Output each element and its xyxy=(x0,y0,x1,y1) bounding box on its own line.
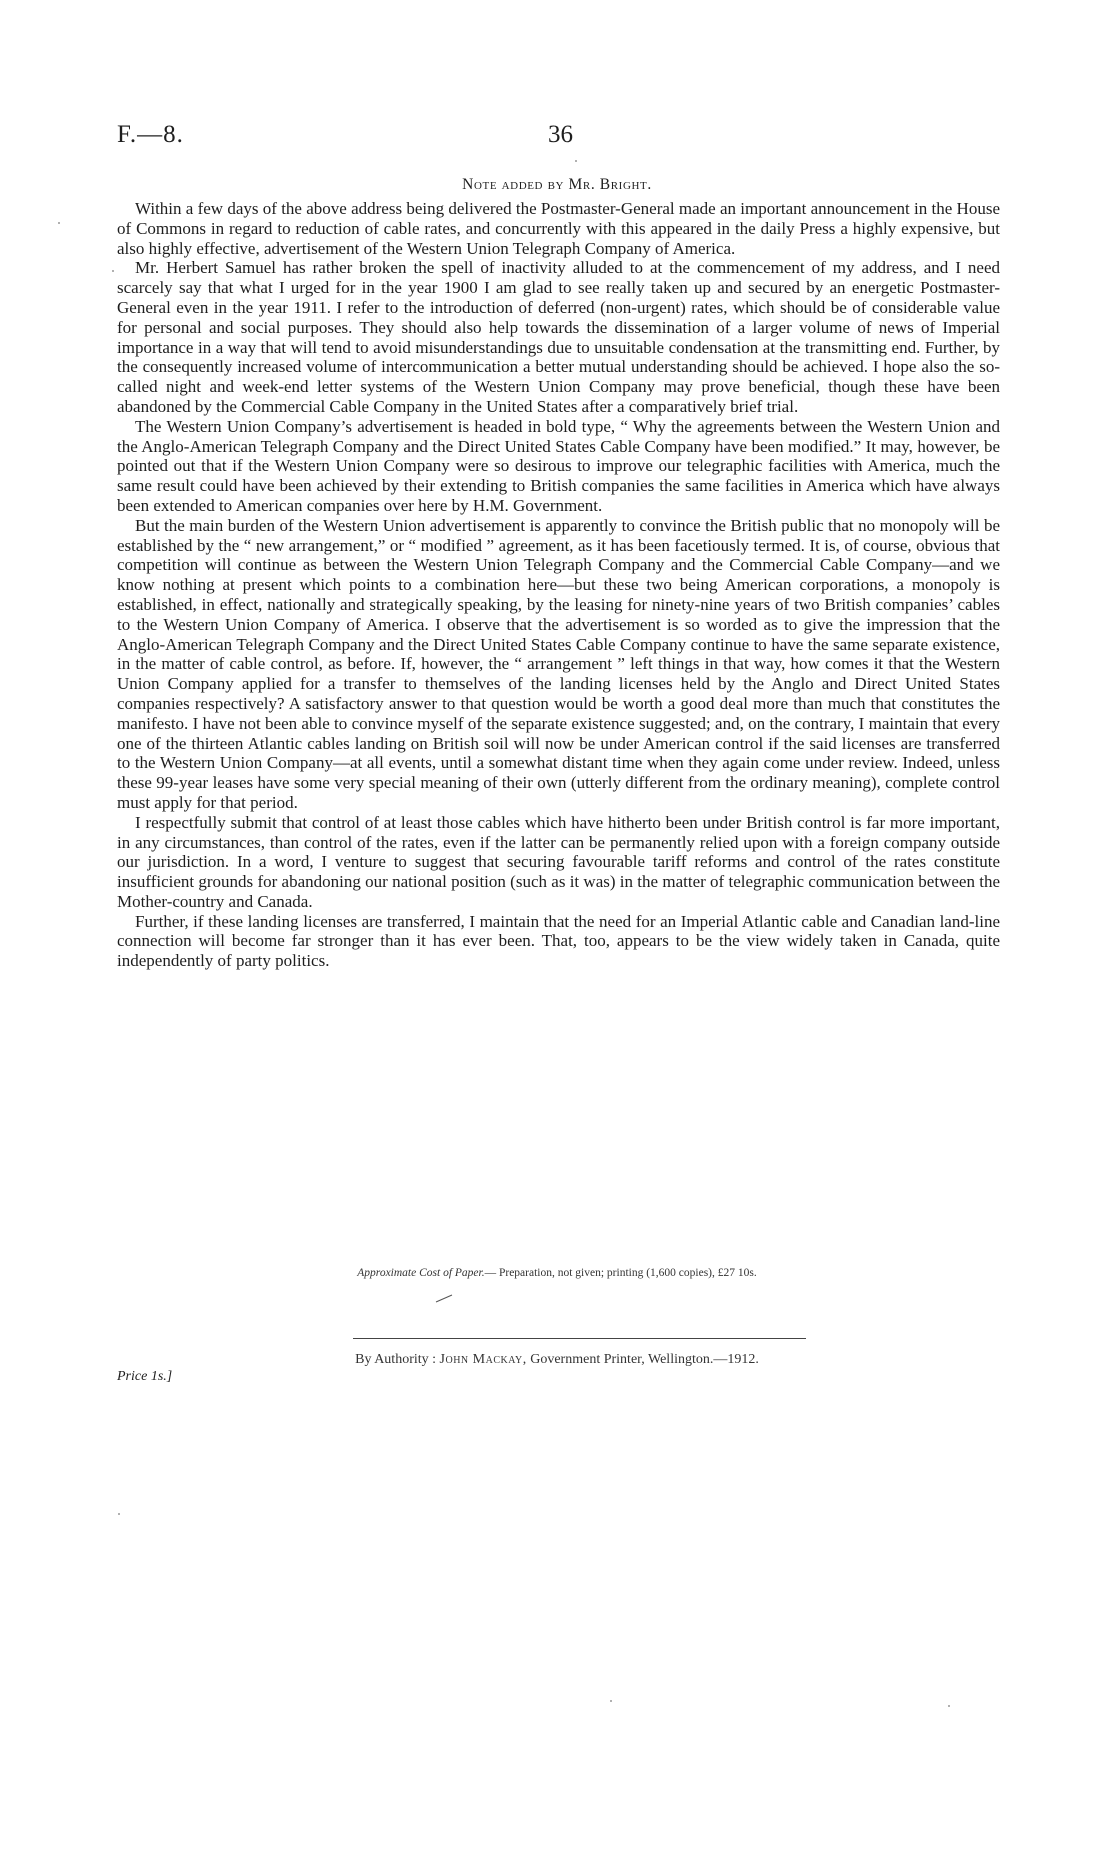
section-heading: Note added by Mr. Bright. xyxy=(462,176,652,193)
paragraph: Further, if these landing licenses are transferred, I maintain that the need for an Imperial Atlantic cable and Canadian land-line connection will become far stronger than it has ever been. That, too, appears to be the view widely taken in Canada, quite independently of party politics. xyxy=(117,911,1000,971)
document-reference: F.—8. xyxy=(117,121,184,148)
paper-speck xyxy=(118,1513,120,1515)
body-text xyxy=(117,199,1000,971)
paper-speck xyxy=(575,160,577,162)
cost-detail: — Preparation, not given; printing (1,600 copies), £27 10s. xyxy=(484,1267,757,1279)
cost-label: Approximate Cost of Paper. xyxy=(357,1267,485,1279)
paragraph: Within a few days of the above address being delivered the Postmaster-General made an important announcement in the House of Commons in regard to reduction of cable rates, and concurrently with this appeared in the daily Press a highly expensive, but also highly effective, advertisement of the Western Union Telegraph Company of America. xyxy=(117,199,1000,258)
cost-note xyxy=(0,1267,1114,1279)
page-number: 36 xyxy=(548,121,573,148)
authority-prefix: By Authority : xyxy=(355,1352,437,1367)
printer-name: John Mackay, xyxy=(439,1352,527,1367)
paper-speck xyxy=(948,1705,950,1707)
printer-authority xyxy=(0,1352,1114,1368)
paragraph: But the main burden of the Western Union advertisement is apparently to convince the British public that no monopoly will be established by the “ new arrangement,” or “ modified ” agreement, as it has been facetiously termed. It is, of course, obvious that competition will continue as between the Western Union Telegraph Company and the Commercial Cable Company—and we know nothing at present which points to a combination here—but these two being American corporations, a monopoly is established, in effect, nationally and strategically speaking, by the leasing for ninety-nine years of two British companies’ cables to the Western Union Company of America. I observe that the advertisement is so worded as to give the impression that the Anglo-American Telegraph Company and the Direct United States Cable Company continue to have the same separate existence, in the matter of cable control, as before. If, however, the “ arrangement ” left things in that way, how comes it that the Western Union Company applied for a transfer to themselves of the landing licenses held by the Anglo and Direct United States companies respectively? A satisfactory answer to that question would be worth a good deal more than much that constitutes the manifesto. I have not been able to convince myself of the separate existence suggested; and, on the contrary, I maintain that every one of the thirteen Atlantic cables landing on British soil will now be under American control if the said licenses are transferred to the Western Union Company—at all events, until a somewhat distant time when they again come under review. Indeed, unless these 99-year leases have some very special meaning of their own (utterly different from the ordinary meaning), complete control must apply for that period. xyxy=(117,515,1000,812)
paper-speck xyxy=(610,1700,612,1702)
paper-speck xyxy=(112,270,114,272)
paragraph: Mr. Herbert Samuel has rather broken the spell of inactivity alluded to at the commencement of my address, and I need scarcely say that what I urged for in the year 1900 I am glad to see really taken up and secured by an energetic Postmaster-General even in the year 1911. I refer to the introduction of deferred (non-urgent) rates, which should be of considerable value for personal and social purposes. They should also help towards the dissemination of a larger volume of news of Imperial importance in a way that will tend to avoid misunderstandings due to unsuitable condensation at the transmitting end. Further, by the consequently increased volume of intercommunication a better mutual understanding should be achieved. I hope also the so-called night and week-end letter systems of the Western Union Company may prove beneficial, though these have been abandoned by the Commercial Cable Company in the United States after a comparatively brief trial. xyxy=(117,258,1000,416)
paragraph: I respectfully submit that control of at least those cables which have hitherto been under British control is far more important, in any circumstances, than control of the rates, even if the latter can be permanently relied upon with a foreign company outside our jurisdiction. In a word, I venture to suggest that securing favourable tariff reforms and control of the rates constitute insufficient grounds for abandoning our national position (such as it was) in the matter of telegraphic communication between the Mother-country and Canada. xyxy=(117,812,1000,911)
ink-mark xyxy=(434,1293,454,1303)
authority-suffix: Government Printer, Wellington.—1912. xyxy=(530,1352,759,1367)
paragraph: The Western Union Company’s advertisement is headed in bold type, “ Why the agreements between the Western Union and the Anglo-American Telegraph Company and the Direct United States Cable Company have been modified.” It may, however, be pointed out that if the Western Union Company were so desirous to improve our telegraphic facilities with America, much the same result could have been achieved by their extending to British companies the same facilities in America which have always been extended to American companies over here by H.M. Government. xyxy=(117,416,1000,515)
price-label: Price 1s.] xyxy=(117,1369,173,1384)
paper-speck xyxy=(58,222,60,224)
divider xyxy=(353,1338,806,1339)
